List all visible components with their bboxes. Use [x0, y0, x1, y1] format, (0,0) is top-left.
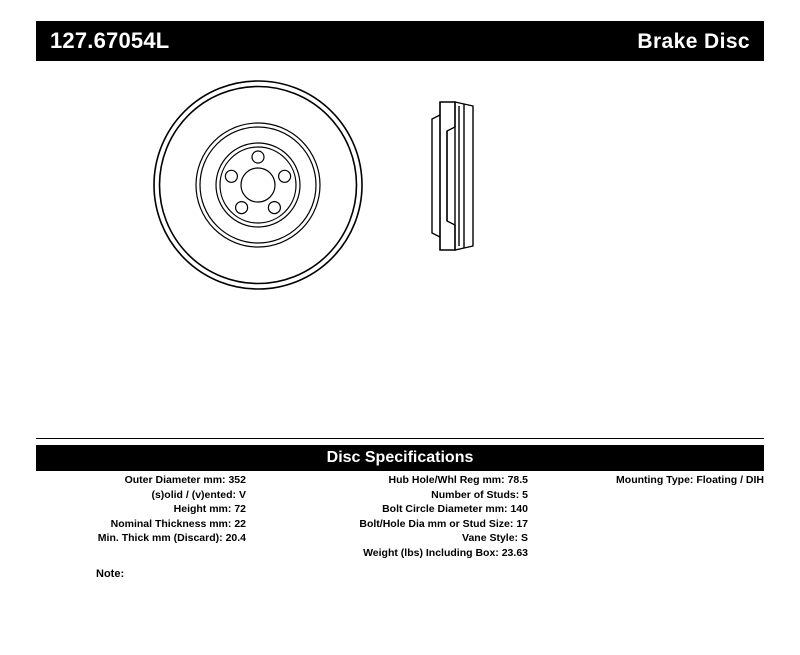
spec-row — [258, 546, 528, 561]
rotor-edge-view — [432, 102, 473, 250]
spec-row — [258, 502, 528, 517]
spec-value: 22 — [234, 517, 246, 530]
spec-value: 72 — [234, 503, 246, 516]
specs-left-column — [36, 473, 246, 546]
spec-value: 140 — [510, 503, 528, 516]
rotor-face-view — [154, 81, 362, 289]
spec-value: 5 — [522, 488, 528, 501]
spec-row — [36, 502, 246, 517]
spec-label: Nominal Thickness mm: — [110, 517, 232, 530]
spec-label: Min. Thick mm (Discard): — [97, 532, 223, 545]
spec-row — [258, 517, 528, 532]
spec-row — [258, 473, 528, 488]
spec-value: 78.5 — [507, 474, 528, 486]
spec-label: Hub Hole/Whl Reg mm: — [388, 474, 505, 486]
spec-value: Floating / DIH — [696, 474, 764, 486]
spec-label: Outer Diameter mm: — [124, 474, 226, 486]
spec-label: Weight (lbs) Including Box: — [363, 546, 499, 559]
spec-label: (s)olid / (v)ented: — [151, 488, 237, 501]
technical-drawing — [36, 75, 764, 405]
spec-value: 23.63 — [501, 546, 528, 559]
specs-body — [36, 473, 764, 603]
specs-title: Disc Specifications — [36, 445, 764, 471]
header-bar — [36, 21, 764, 61]
spec-label: Number of Studs: — [431, 488, 520, 501]
spec-row — [258, 488, 528, 503]
spec-label: Bolt/Hole Dia mm or Stud Size: — [359, 517, 514, 530]
spec-value: S — [520, 532, 528, 545]
spec-row — [548, 473, 764, 488]
spec-row — [36, 517, 246, 532]
part-number: 127.67054L — [50, 28, 170, 53]
spec-row — [36, 531, 246, 546]
spec-label: Bolt Circle Diameter mm: — [382, 503, 508, 516]
spec-label: Mounting Type: — [616, 474, 694, 486]
specs-right-column — [548, 473, 764, 488]
spec-row — [36, 473, 246, 488]
note-field — [96, 568, 124, 580]
drawing-svg — [36, 75, 764, 405]
spec-value: 17 — [516, 517, 528, 530]
spec-value: 352 — [228, 474, 246, 486]
spec-row — [258, 531, 528, 546]
spec-label: Vane Style: — [462, 532, 519, 545]
note-label: Note: — [96, 568, 125, 580]
spec-row — [36, 488, 246, 503]
spec-label: Height mm: — [173, 503, 232, 516]
specs-middle-column — [258, 473, 528, 561]
product-type: Brake Disc — [637, 29, 750, 53]
spec-value: V — [238, 488, 246, 501]
section-divider — [36, 438, 764, 439]
spec-value: 20.4 — [225, 532, 246, 545]
